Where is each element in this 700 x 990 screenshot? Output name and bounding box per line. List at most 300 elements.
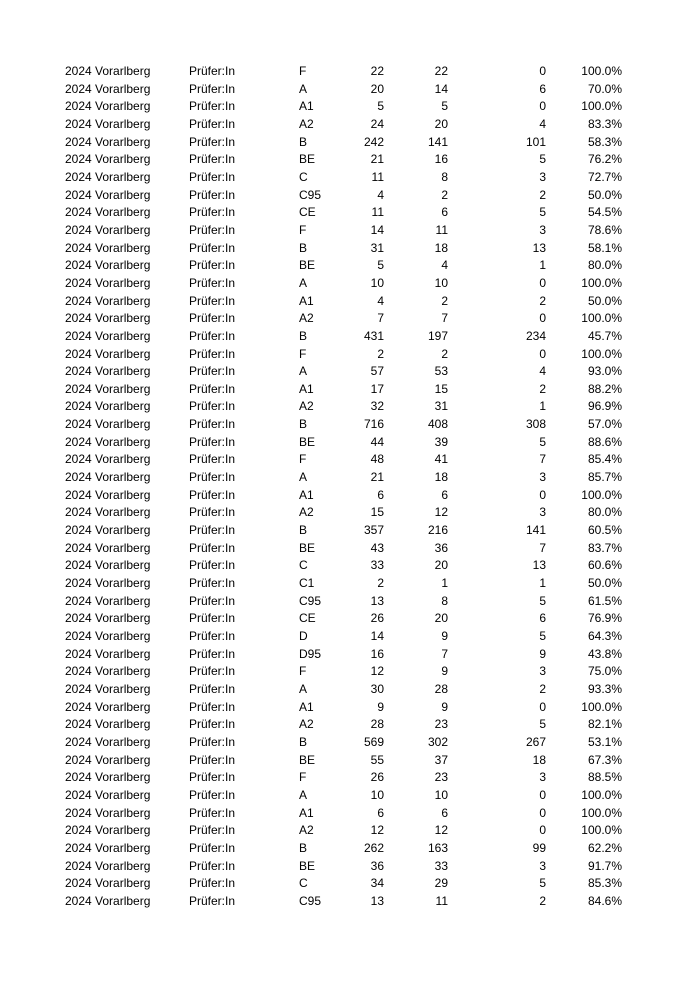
pass-rate-cell: 75.0% — [587, 664, 622, 679]
passed-count-cell: 12 — [434, 823, 448, 838]
license-class-cell: F — [299, 452, 307, 467]
role-cell: Prüfer:In — [189, 558, 236, 573]
license-class-cell: A — [299, 787, 308, 802]
year-region-cell: 2024 Vorarlberg — [65, 681, 151, 696]
failed-count-cell: 5 — [539, 205, 546, 220]
table-row — [0, 752, 700, 770]
license-class-cell: A1 — [299, 805, 314, 820]
year-region-cell: 2024 Vorarlberg — [65, 823, 151, 838]
total-count-cell: 12 — [370, 664, 384, 679]
pass-rate-cell: 93.3% — [587, 681, 622, 696]
table-row — [0, 81, 700, 99]
total-count-cell: 2 — [377, 346, 384, 361]
role-cell: Prüfer:In — [189, 452, 236, 467]
passed-count-cell: 12 — [434, 505, 448, 520]
passed-count-cell: 15 — [434, 381, 448, 396]
table-row — [0, 151, 700, 169]
license-class-cell: D — [299, 629, 308, 643]
year-region-cell: 2024 Vorarlberg — [65, 734, 151, 749]
license-class-cell: F — [299, 346, 307, 361]
total-count-cell: 716 — [363, 417, 384, 432]
year-region-cell: 2024 Vorarlberg — [65, 558, 151, 573]
total-count-cell: 44 — [370, 434, 384, 449]
total-count-cell: 4 — [377, 293, 384, 308]
failed-count-cell: 267 — [525, 734, 546, 749]
license-class-cell: B — [299, 734, 308, 749]
table-row — [0, 187, 700, 205]
total-count-cell: 10 — [370, 275, 384, 290]
table-row — [0, 769, 700, 787]
failed-count-cell: 2 — [539, 381, 546, 396]
role-cell: Prüfer:In — [189, 717, 236, 732]
failed-count-cell: 0 — [539, 275, 546, 290]
pass-rate-cell: 82.1% — [587, 717, 622, 732]
table-row — [0, 293, 700, 311]
table-row — [0, 787, 700, 805]
pass-rate-cell: 83.7% — [587, 540, 622, 555]
year-region-cell: 2024 Vorarlberg — [65, 717, 151, 732]
table-row — [0, 204, 700, 222]
failed-count-cell: 5 — [539, 152, 546, 167]
total-count-cell: 21 — [370, 470, 384, 485]
year-region-cell: 2024 Vorarlberg — [65, 611, 151, 626]
table-row — [0, 398, 700, 416]
license-class-cell: A — [299, 681, 308, 696]
passed-count-cell: 10 — [434, 787, 448, 802]
total-count-cell: 14 — [370, 222, 384, 237]
failed-count-cell: 234 — [525, 328, 546, 343]
pass-rate-cell: 72.7% — [587, 169, 622, 184]
failed-count-cell: 3 — [539, 470, 546, 485]
role-cell: Prüfer:In — [189, 893, 236, 908]
failed-count-cell: 0 — [539, 64, 546, 78]
table-row — [0, 716, 700, 734]
total-count-cell: 33 — [370, 558, 384, 573]
license-class-cell: C95 — [299, 593, 322, 608]
passed-count-cell: 6 — [441, 805, 448, 820]
license-class-cell: A — [299, 364, 308, 379]
year-region-cell: 2024 Vorarlberg — [65, 187, 151, 202]
failed-count-cell: 1 — [539, 576, 546, 591]
total-count-cell: 13 — [370, 893, 384, 908]
passed-count-cell: 14 — [434, 81, 448, 96]
total-count-cell: 6 — [377, 487, 384, 502]
failed-count-cell: 0 — [539, 823, 546, 838]
failed-count-cell: 141 — [525, 523, 546, 538]
failed-count-cell: 4 — [539, 116, 546, 131]
year-region-cell: 2024 Vorarlberg — [65, 311, 151, 326]
total-count-cell: 4 — [377, 187, 384, 202]
failed-count-cell: 13 — [532, 240, 546, 255]
year-region-cell: 2024 Vorarlberg — [65, 664, 151, 679]
table-row — [0, 434, 700, 452]
pass-rate-cell: 96.9% — [587, 399, 622, 414]
passed-count-cell: 22 — [434, 64, 448, 78]
year-region-cell: 2024 Vorarlberg — [65, 152, 151, 167]
failed-count-cell: 1 — [539, 399, 546, 414]
pass-rate-cell: 85.3% — [587, 876, 622, 891]
license-class-cell: A1 — [299, 381, 314, 396]
total-count-cell: 57 — [370, 364, 384, 379]
pass-rate-cell: 61.5% — [587, 593, 622, 608]
pass-rate-cell: 50.0% — [587, 293, 622, 308]
role-cell: Prüfer:In — [189, 434, 236, 449]
pass-rate-cell: 60.5% — [587, 523, 622, 538]
failed-count-cell: 18 — [532, 752, 546, 767]
role-cell: Prüfer:In — [189, 470, 236, 485]
role-cell: Prüfer:In — [189, 664, 236, 679]
passed-count-cell: 10 — [434, 275, 448, 290]
failed-count-cell: 3 — [539, 169, 546, 184]
table-row — [0, 540, 700, 558]
passed-count-cell: 6 — [441, 205, 448, 220]
role-cell: Prüfer:In — [189, 505, 236, 520]
license-class-cell: F — [299, 770, 307, 785]
total-count-cell: 11 — [371, 169, 384, 184]
pass-rate-cell: 91.7% — [587, 858, 622, 873]
license-class-cell: C — [299, 558, 308, 573]
role-cell: Prüfer:In — [189, 187, 236, 202]
failed-count-cell: 5 — [539, 434, 546, 449]
total-count-cell: 431 — [363, 328, 384, 343]
failed-count-cell: 13 — [532, 558, 546, 573]
failed-count-cell: 5 — [539, 717, 546, 732]
year-region-cell: 2024 Vorarlberg — [65, 364, 151, 379]
total-count-cell: 43 — [370, 540, 384, 555]
failed-count-cell: 3 — [539, 858, 546, 873]
license-class-cell: B — [299, 417, 308, 432]
year-region-cell: 2024 Vorarlberg — [65, 64, 151, 78]
table-row — [0, 346, 700, 364]
pass-rate-cell: 100.0% — [581, 699, 622, 714]
total-count-cell: 34 — [370, 876, 384, 891]
role-cell: Prüfer:In — [189, 328, 236, 343]
failed-count-cell: 0 — [539, 699, 546, 714]
table-row — [0, 681, 700, 699]
failed-count-cell: 5 — [539, 593, 546, 608]
license-class-cell: B — [299, 840, 308, 855]
passed-count-cell: 9 — [441, 699, 448, 714]
total-count-cell: 11 — [371, 205, 384, 220]
role-cell: Prüfer:In — [189, 787, 236, 802]
license-class-cell: BE — [299, 152, 316, 167]
license-class-cell: A2 — [299, 717, 314, 732]
role-cell: Prüfer:In — [189, 205, 236, 220]
table-row — [0, 134, 700, 152]
total-count-cell: 26 — [370, 611, 384, 626]
passed-count-cell: 302 — [427, 734, 448, 749]
total-count-cell: 14 — [370, 629, 384, 643]
license-class-cell: A2 — [299, 399, 314, 414]
year-region-cell: 2024 Vorarlberg — [65, 576, 151, 591]
table-row — [0, 628, 700, 646]
role-cell: Prüfer:In — [189, 540, 236, 555]
total-count-cell: 28 — [370, 717, 384, 732]
role-cell: Prüfer:In — [189, 823, 236, 838]
role-cell: Prüfer:In — [189, 840, 236, 855]
license-class-cell: B — [299, 134, 308, 149]
year-region-cell: 2024 Vorarlberg — [65, 805, 151, 820]
total-count-cell: 15 — [370, 505, 384, 520]
role-cell: Prüfer:In — [189, 364, 236, 379]
table-row — [0, 822, 700, 840]
pass-rate-cell: 70.0% — [587, 81, 622, 96]
total-count-cell: 6 — [377, 805, 384, 820]
passed-count-cell: 8 — [441, 593, 448, 608]
year-region-cell: 2024 Vorarlberg — [65, 523, 151, 538]
pass-rate-cell: 100.0% — [581, 787, 622, 802]
passed-count-cell: 9 — [441, 664, 448, 679]
passed-count-cell: 20 — [434, 611, 448, 626]
license-class-cell: A — [299, 275, 308, 290]
total-count-cell: 5 — [377, 258, 384, 273]
license-class-cell: BE — [299, 258, 316, 273]
license-class-cell: A1 — [299, 99, 314, 114]
table-row — [0, 98, 700, 116]
role-cell: Prüfer:In — [189, 152, 236, 167]
passed-count-cell: 31 — [434, 399, 448, 414]
year-region-cell: 2024 Vorarlberg — [65, 699, 151, 714]
passed-count-cell: 41 — [434, 452, 448, 467]
year-region-cell: 2024 Vorarlberg — [65, 787, 151, 802]
passed-count-cell: 2 — [441, 187, 448, 202]
total-count-cell: 16 — [370, 646, 384, 661]
role-cell: Prüfer:In — [189, 752, 236, 767]
passed-count-cell: 37 — [434, 752, 448, 767]
year-region-cell: 2024 Vorarlberg — [65, 222, 151, 237]
role-cell: Prüfer:In — [189, 858, 236, 873]
pass-rate-cell: 100.0% — [581, 487, 622, 502]
failed-count-cell: 6 — [539, 81, 546, 96]
year-region-cell: 2024 Vorarlberg — [65, 169, 151, 184]
total-count-cell: 26 — [370, 770, 384, 785]
pass-rate-cell: 88.2% — [587, 381, 622, 396]
total-count-cell: 7 — [377, 311, 384, 326]
passed-count-cell: 33 — [434, 858, 448, 873]
passed-count-cell: 8 — [441, 169, 448, 184]
failed-count-cell: 7 — [539, 452, 546, 467]
total-count-cell: 55 — [370, 752, 384, 767]
failed-count-cell: 2 — [539, 681, 546, 696]
failed-count-cell: 5 — [539, 876, 546, 891]
pass-rate-cell: 57.0% — [587, 417, 622, 432]
pass-rate-cell: 100.0% — [581, 346, 622, 361]
failed-count-cell: 2 — [539, 293, 546, 308]
role-cell: Prüfer:In — [189, 629, 236, 643]
license-class-cell: B — [299, 240, 308, 255]
pass-rate-cell: 62.2% — [587, 840, 622, 855]
table-row — [0, 893, 700, 911]
total-count-cell: 5 — [377, 99, 384, 114]
passed-count-cell: 20 — [434, 558, 448, 573]
passed-count-cell: 16 — [434, 152, 448, 167]
role-cell: Prüfer:In — [189, 81, 236, 96]
failed-count-cell: 3 — [539, 770, 546, 785]
failed-count-cell: 101 — [525, 134, 546, 149]
year-region-cell: 2024 Vorarlberg — [65, 629, 151, 643]
table-row — [0, 663, 700, 681]
total-count-cell: 30 — [370, 681, 384, 696]
role-cell: Prüfer:In — [189, 523, 236, 538]
year-region-cell: 2024 Vorarlberg — [65, 293, 151, 308]
pass-rate-cell: 85.4% — [587, 452, 622, 467]
license-class-cell: CE — [299, 611, 316, 626]
pass-rate-cell: 60.6% — [587, 558, 622, 573]
role-cell: Prüfer:In — [189, 399, 236, 414]
license-class-cell: BE — [299, 540, 316, 555]
passed-count-cell: 408 — [427, 417, 448, 432]
role-cell: Prüfer:In — [189, 770, 236, 785]
pass-rate-cell: 100.0% — [581, 99, 622, 114]
failed-count-cell: 5 — [539, 629, 546, 643]
license-class-cell: BE — [299, 434, 316, 449]
table-row — [0, 734, 700, 752]
table-row — [0, 858, 700, 876]
pass-rate-cell: 76.9% — [587, 611, 622, 626]
failed-count-cell: 0 — [539, 346, 546, 361]
pass-rate-cell: 58.1% — [587, 240, 622, 255]
role-cell: Prüfer:In — [189, 275, 236, 290]
passed-count-cell: 53 — [434, 364, 448, 379]
failed-count-cell: 308 — [525, 417, 546, 432]
license-class-cell: C — [299, 169, 308, 184]
table-row — [0, 646, 700, 664]
total-count-cell: 48 — [370, 452, 384, 467]
failed-count-cell: 1 — [539, 258, 546, 273]
table-row — [0, 416, 700, 434]
table-row — [0, 381, 700, 399]
table-row — [0, 469, 700, 487]
role-cell: Prüfer:In — [189, 805, 236, 820]
total-count-cell: 22 — [370, 64, 384, 78]
table-row — [0, 610, 700, 628]
failed-count-cell: 0 — [539, 311, 546, 326]
table-row — [0, 699, 700, 717]
role-cell: Prüfer:In — [189, 64, 236, 78]
total-count-cell: 36 — [370, 858, 384, 873]
table-row — [0, 875, 700, 893]
year-region-cell: 2024 Vorarlberg — [65, 417, 151, 432]
year-region-cell: 2024 Vorarlberg — [65, 134, 151, 149]
total-count-cell: 242 — [363, 134, 384, 149]
year-region-cell: 2024 Vorarlberg — [65, 116, 151, 131]
license-class-cell: F — [299, 664, 307, 679]
pass-rate-cell: 100.0% — [581, 805, 622, 820]
table-row — [0, 522, 700, 540]
passed-count-cell: 28 — [434, 681, 448, 696]
pass-rate-cell: 100.0% — [581, 275, 622, 290]
role-cell: Prüfer:In — [189, 646, 236, 661]
role-cell: Prüfer:In — [189, 734, 236, 749]
year-region-cell: 2024 Vorarlberg — [65, 540, 151, 555]
table-row — [0, 363, 700, 381]
role-cell: Prüfer:In — [189, 593, 236, 608]
table-row — [0, 557, 700, 575]
pass-rate-cell: 100.0% — [581, 823, 622, 838]
role-cell: Prüfer:In — [189, 240, 236, 255]
passed-count-cell: 23 — [434, 770, 448, 785]
passed-count-cell: 39 — [434, 434, 448, 449]
failed-count-cell: 4 — [539, 364, 546, 379]
role-cell: Prüfer:In — [189, 417, 236, 432]
year-region-cell: 2024 Vorarlberg — [65, 258, 151, 273]
license-class-cell: A1 — [299, 487, 314, 502]
year-region-cell: 2024 Vorarlberg — [65, 470, 151, 485]
role-cell: Prüfer:In — [189, 576, 236, 591]
table-row — [0, 257, 700, 275]
spreadsheet-table — [0, 63, 700, 911]
license-class-cell: C1 — [299, 576, 315, 591]
year-region-cell: 2024 Vorarlberg — [65, 876, 151, 891]
passed-count-cell: 4 — [441, 258, 448, 273]
license-class-cell: B — [299, 328, 308, 343]
total-count-cell: 24 — [370, 116, 384, 131]
role-cell: Prüfer:In — [189, 169, 236, 184]
pass-rate-cell: 80.0% — [587, 505, 622, 520]
pass-rate-cell: 45.7% — [587, 328, 622, 343]
year-region-cell: 2024 Vorarlberg — [65, 770, 151, 785]
total-count-cell: 9 — [377, 699, 384, 714]
failed-count-cell: 6 — [539, 611, 546, 626]
total-count-cell: 32 — [370, 399, 384, 414]
role-cell: Prüfer:In — [189, 611, 236, 626]
passed-count-cell: 5 — [441, 99, 448, 114]
license-class-cell: D95 — [299, 646, 322, 661]
table-row — [0, 575, 700, 593]
failed-count-cell: 2 — [539, 187, 546, 202]
pass-rate-cell: 100.0% — [581, 64, 622, 78]
pass-rate-cell: 88.5% — [587, 770, 622, 785]
passed-count-cell: 141 — [427, 134, 448, 149]
year-region-cell: 2024 Vorarlberg — [65, 240, 151, 255]
license-class-cell: A2 — [299, 311, 314, 326]
license-class-cell: C — [299, 876, 308, 891]
pass-rate-cell: 78.6% — [587, 222, 622, 237]
role-cell: Prüfer:In — [189, 487, 236, 502]
pass-rate-cell: 58.3% — [587, 134, 622, 149]
license-class-cell: A1 — [299, 699, 314, 714]
table-row — [0, 116, 700, 134]
passed-count-cell: 29 — [434, 876, 448, 891]
pass-rate-cell: 100.0% — [581, 311, 622, 326]
total-count-cell: 569 — [363, 734, 384, 749]
passed-count-cell: 20 — [434, 116, 448, 131]
year-region-cell: 2024 Vorarlberg — [65, 505, 151, 520]
table-row — [0, 169, 700, 187]
license-class-cell: F — [299, 222, 307, 237]
license-class-cell: A — [299, 81, 308, 96]
table-row — [0, 487, 700, 505]
pass-rate-cell: 88.6% — [587, 434, 622, 449]
role-cell: Prüfer:In — [189, 293, 236, 308]
year-region-cell: 2024 Vorarlberg — [65, 275, 151, 290]
year-region-cell: 2024 Vorarlberg — [65, 99, 151, 114]
pass-rate-cell: 67.3% — [587, 752, 622, 767]
failed-count-cell: 0 — [539, 487, 546, 502]
license-class-cell: A1 — [299, 293, 314, 308]
total-count-cell: 20 — [370, 81, 384, 96]
table-row — [0, 504, 700, 522]
failed-count-cell: 7 — [539, 540, 546, 555]
total-count-cell: 357 — [363, 523, 384, 538]
year-region-cell: 2024 Vorarlberg — [65, 205, 151, 220]
license-class-cell: B — [299, 523, 308, 538]
license-class-cell: BE — [299, 858, 316, 873]
passed-count-cell: 216 — [427, 523, 448, 538]
year-region-cell: 2024 Vorarlberg — [65, 399, 151, 414]
role-cell: Prüfer:In — [189, 134, 236, 149]
pass-rate-cell: 64.3% — [587, 629, 622, 643]
